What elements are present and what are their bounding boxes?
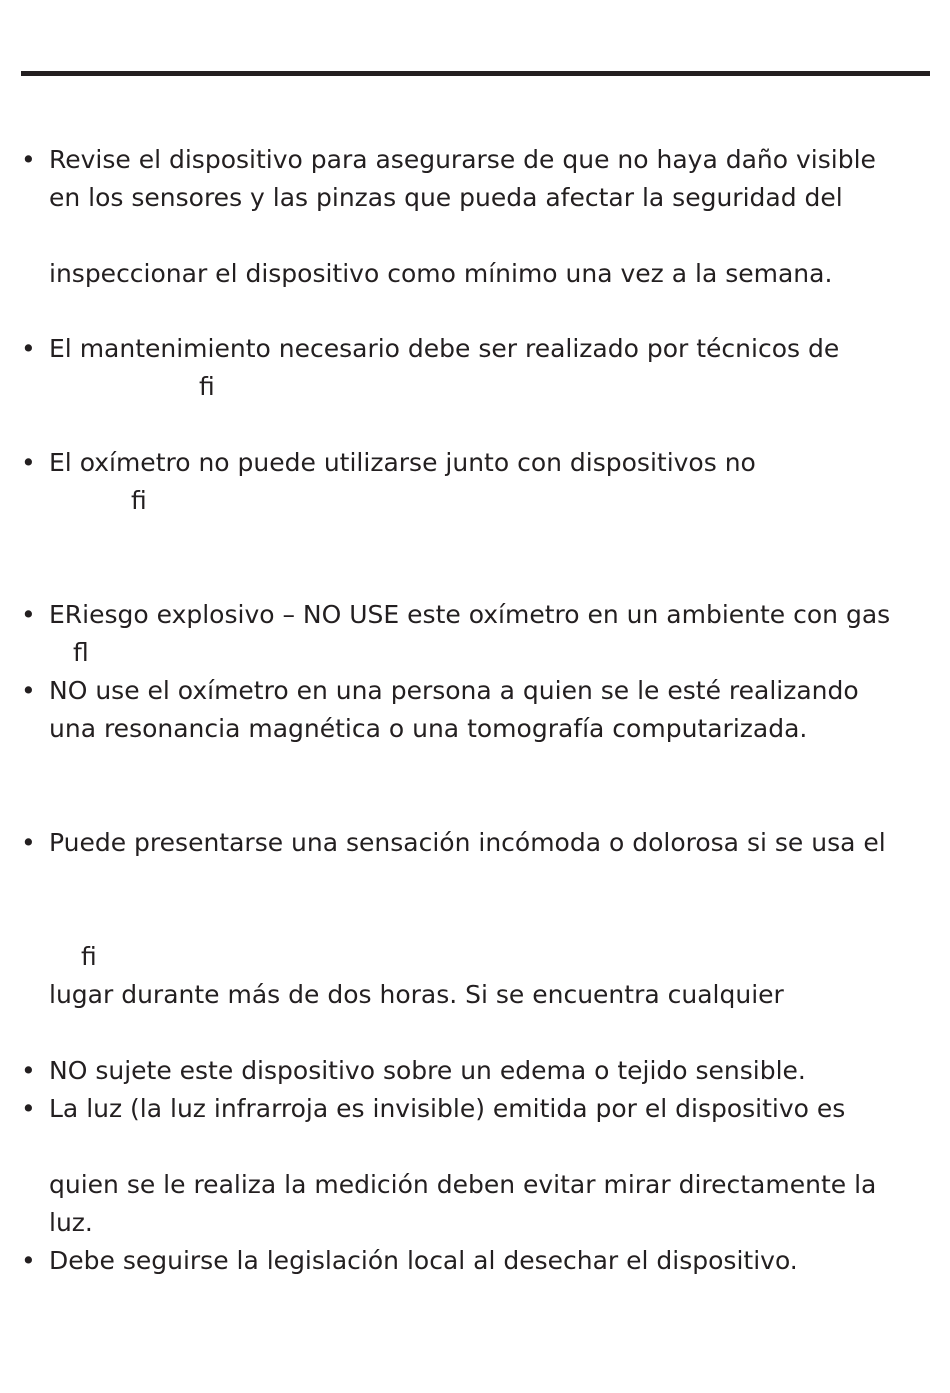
bullet-marker: • [21, 1094, 36, 1123]
text-line: La luz (la luz infrarroja es invisible) emitida por el dispositivo es [49, 1094, 846, 1123]
ligature-fragment: ﬁ [199, 372, 215, 401]
ligature-fragment: ﬁ [81, 942, 97, 971]
text-line: quien se le realiza la medición deben evitar mirar directamente la [49, 1170, 877, 1199]
top-rule [21, 71, 930, 76]
bullet-marker: • [21, 1056, 36, 1085]
text-line: El mantenimiento necesario debe ser realizado por técnicos de [49, 334, 840, 363]
text-line: NO use el oxímetro en una persona a quien se le esté realizando [49, 676, 859, 705]
bullet-marker: • [21, 334, 36, 363]
ligature-fragment: ﬁ [131, 486, 147, 515]
text-line: Puede presentarse una sensación incómoda o dolorosa si se usa el [49, 828, 886, 857]
text-line: El oxímetro no puede utilizarse junto con dispositivos no [49, 448, 756, 477]
bullet-marker: • [21, 1246, 36, 1275]
text-line: ERiesgo explosivo – NO USE este oxímetro en un ambiente con gas [49, 600, 891, 629]
bullet-marker: • [21, 145, 36, 174]
bullet-marker: • [21, 828, 36, 857]
text-line: en los sensores y las pinzas que pueda afectar la seguridad del [49, 183, 843, 212]
bullet-marker: • [21, 676, 36, 705]
bullet-marker: • [21, 600, 36, 629]
ligature-fragment: ﬂ [73, 638, 89, 667]
text-line: Revise el dispositivo para asegurarse de que no haya daño visible [49, 145, 876, 174]
bullet-marker: • [21, 448, 36, 477]
text-line: NO sujete este dispositivo sobre un edema o tejido sensible. [49, 1056, 806, 1085]
text-line: luz. [49, 1208, 93, 1237]
text-line: Debe seguirse la legislación local al desechar el dispositivo. [49, 1246, 798, 1275]
text-line: inspeccionar el dispositivo como mínimo una vez a la semana. [49, 259, 833, 288]
text-line: lugar durante más de dos horas. Si se encuentra cualquier [49, 980, 784, 1009]
text-line: una resonancia magnética o una tomografía computarizada. [49, 714, 808, 743]
